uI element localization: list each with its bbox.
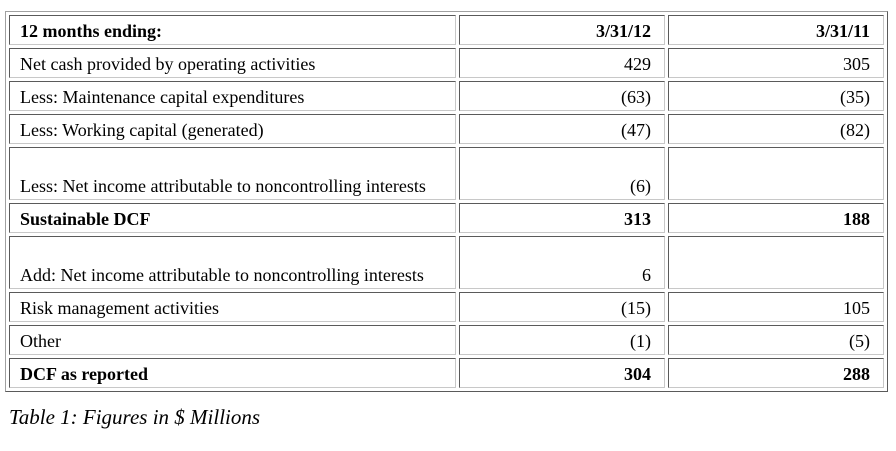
table-row	[9, 48, 884, 78]
table-caption: Table 1: Figures in $ Millions	[9, 405, 261, 429]
row-value-2011: 288	[668, 358, 884, 388]
row-value-2012: 304	[459, 358, 665, 388]
row-value-2011: 105	[668, 292, 884, 322]
row-value-2011	[668, 147, 884, 200]
row-value-2011: (82)	[668, 114, 884, 144]
row-value-2011: 305	[668, 48, 884, 78]
table-row	[9, 325, 884, 355]
row-value-2012: (15)	[459, 292, 665, 322]
table-row	[9, 147, 884, 200]
row-value-2012: (47)	[459, 114, 665, 144]
row-label: Net cash provided by operating activities	[9, 48, 456, 78]
row-value-2012: (1)	[459, 325, 665, 355]
row-label: Other	[9, 325, 456, 355]
table-row-total	[9, 358, 884, 388]
table-row	[9, 114, 884, 144]
row-label: Less: Maintenance capital expenditures	[9, 81, 456, 111]
header-3-31-11: 3/31/11	[668, 15, 884, 45]
row-label: DCF as reported	[9, 358, 456, 388]
row-label: Less: Net income attributable to noncontrolling interests	[9, 147, 456, 200]
row-value-2012: 429	[459, 48, 665, 78]
dcf-table	[5, 11, 888, 392]
row-value-2011	[668, 236, 884, 289]
row-value-2012: 6	[459, 236, 665, 289]
table-row	[9, 81, 884, 111]
table-row-subtotal	[9, 203, 884, 233]
row-label: Sustainable DCF	[9, 203, 456, 233]
row-label: Less: Working capital (generated)	[9, 114, 456, 144]
row-label: Add: Net income attributable to noncontrolling interests	[9, 236, 456, 289]
row-value-2011: (5)	[668, 325, 884, 355]
table-header-row	[9, 15, 884, 45]
row-value-2012: 313	[459, 203, 665, 233]
header-3-31-12: 3/31/12	[459, 15, 665, 45]
row-value-2012: (6)	[459, 147, 665, 200]
row-value-2011: 188	[668, 203, 884, 233]
row-label: Risk management activities	[9, 292, 456, 322]
row-value-2011: (35)	[668, 81, 884, 111]
table-row	[9, 236, 884, 289]
row-value-2012: (63)	[459, 81, 665, 111]
table-row	[9, 292, 884, 322]
header-period-label: 12 months ending:	[9, 15, 456, 45]
